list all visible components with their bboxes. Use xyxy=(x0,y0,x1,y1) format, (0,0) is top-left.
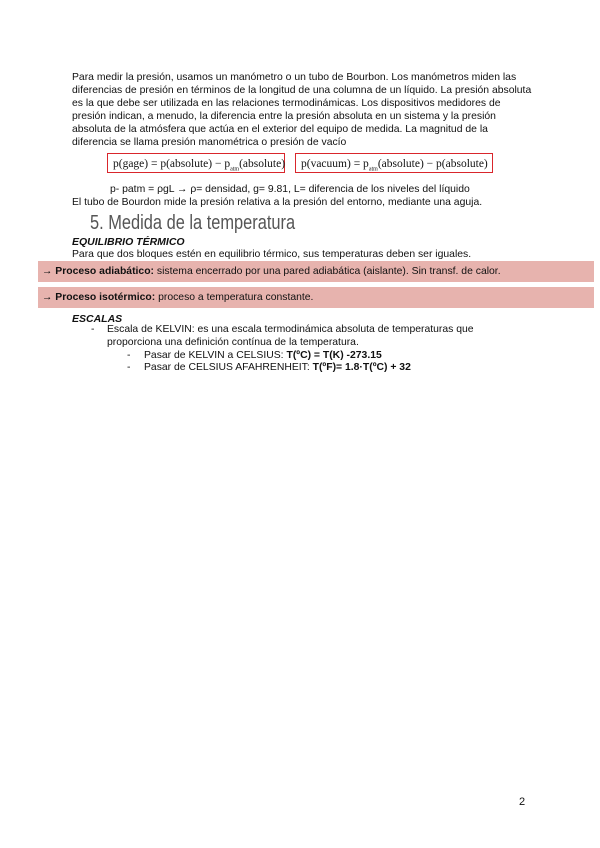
k-to-c-formula: T(ºC) = T(K) -273.15 xyxy=(286,350,382,361)
list-bullet: - xyxy=(127,350,131,361)
kelvin-list-item: Escala de KELVIN: es una escala termodinámica absoluta de temperaturas que proporciona una definición contínua de la temperatura. xyxy=(107,324,474,348)
escalas-subheading: ESCALAS xyxy=(72,313,123,325)
equilibrio-subheading: EQUILIBRIO TÉRMICO xyxy=(72,236,185,248)
vacuum-formula-tail: (absolute) − p(absolute) xyxy=(377,158,488,170)
celsius-to-fahrenheit-item xyxy=(144,362,411,375)
isotermico-label: → Proceso isotérmico: xyxy=(42,292,156,303)
page-number: 2 xyxy=(519,796,526,808)
isotermico-highlight xyxy=(38,287,594,308)
c-to-f-formula: T(ºF)= 1.8·T(ºC) + 32 xyxy=(312,362,411,373)
vacuum-formula-sub: atm xyxy=(368,166,378,173)
c-to-f-label: Pasar de CELSIUS AFAHRENHEIT: xyxy=(144,362,313,373)
adiabatico-highlight xyxy=(38,261,594,282)
intro-paragraph: Para medir la presión, usamos un manómetro o un tubo de Bourbon. Los manómetros miden las diferencias de presión en términos de la longitud de una columna de un líquido. La presión absoluta es la que debe ser utilizada en las relaciones termodinámicas. Los dispositivos medidores de presión indican, a menudo, la diferencia entre la presión absoluta en un sistema y la presión absoluta de la atmósfera que actúa en el exterior del equipo de medida. La magnitud de la diferencia se llama presión manométrica o presión de vacío xyxy=(72,72,532,148)
vacuum-formula-main: p(vacuum) = p xyxy=(301,158,369,170)
formula-row xyxy=(0,153,600,177)
p-patm-line: p- patm = ρgL → ρ= densidad, g= 9.81, L= diferencia de los niveles del líquido xyxy=(110,184,470,195)
kelvin-to-celsius-item xyxy=(144,350,382,363)
adiabatico-text: sistema encerrado por una pared adiabática (aislante). Sin transf. de calor. xyxy=(154,266,501,277)
section-heading: 5. Medida de la temperatura xyxy=(90,212,296,234)
k-to-c-label: Pasar de KELVIN a CELSIUS: xyxy=(144,350,287,361)
equilibrio-text: Para que dos bloques estén en equilibrio térmico, sus temperaturas deben ser iguales. xyxy=(72,249,472,260)
adiabatico-label: → Proceso adiabático: xyxy=(42,266,155,277)
gage-formula-tail: (absolute) xyxy=(239,158,286,170)
isotermico-text: proceso a temperatura constante. xyxy=(155,292,314,303)
list-bullet: - xyxy=(91,324,95,335)
vacuum-pressure-formula xyxy=(295,153,493,173)
gage-pressure-formula xyxy=(107,153,285,173)
gage-formula-sub: atm xyxy=(230,166,240,173)
bourdon-line: El tubo de Bourdon mide la presión relativa a la presión del entorno, mediante una aguja. xyxy=(72,197,483,208)
gage-formula-main: p(gage) = p(absolute) − p xyxy=(113,158,231,170)
list-bullet: - xyxy=(127,362,131,373)
